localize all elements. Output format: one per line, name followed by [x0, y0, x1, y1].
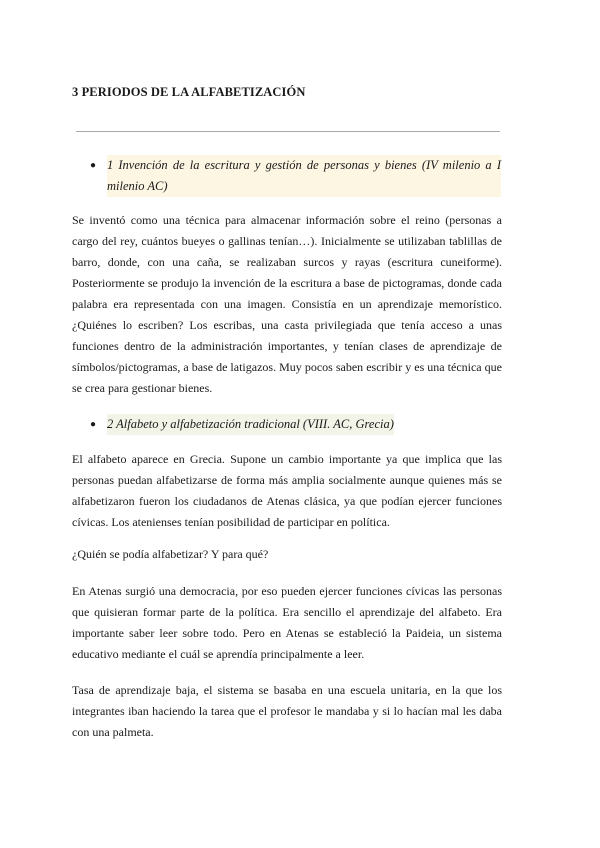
paragraph: ¿Quién se podía alfabetizar? Y para qué? [72, 547, 269, 561]
section-heading-text: 2 Alfabeto y alfabetización tradicional (VIII. AC, Grecia) [107, 414, 394, 435]
paragraph: Se inventó como una técnica para almacenar información sobre el reino (personas a cargo del rey, cuántos bueyes o gallinas tenían…). Inicialmente se utilizaban tablillas de barro, donde, con una caña, se realizaban surcos y rayas (escritura cuneiforme). Posteriormente se produjo la invención de la escritura a base de pictogramas, donde cada palabra era representada con una imagen. Consistía en un aprendizaje memorístico. ¿Quiénes lo escriben? Los escribas, una casta privilegiada que tenía acceso a unas funciones dentro de la administración importantes, y tenían clases de aprendizaje de símbolos/pictogramas, a base de latigazos. Muy pocos saben escribir y es una técnica que se crea para gestionar bienes. [72, 213, 502, 395]
section-heading-text: 1 Invención de la escritura y gestión de personas y bienes (IV milenio a I milenio AC) [107, 155, 501, 197]
paragraph: Tasa de aprendizaje baja, el sistema se basaba en una escuela unitaria, en la que los integrantes iban haciendo la tarea que el profesor le mandaba y si lo hacían mal les daba con una palmeta. [72, 683, 502, 739]
page-title: 3 PERIODOS DE LA ALFABETIZACIÓN [72, 85, 306, 99]
bullet-icon: ● [90, 160, 97, 171]
paragraph: En Atenas surgió una democracia, por eso pueden ejercer funciones cívicas las personas que quisieran formar parte de la política. Era sencillo el aprendizaje del alfabeto. Era importante saber leer sobre todo. Pero en Atenas se estableció la Paideia, un sistema educativo mediante el cuál se aprendía principalmente a leer. [72, 584, 502, 661]
bullet-icon: ● [90, 419, 97, 430]
paragraph: El alfabeto aparece en Grecia. Supone un cambio importante ya que implica que las personas puedan alfabetizarse de forma más amplia socialmente aunque quienes más se alfabetizaron fueron los ciudadanos de Atenas clásica, ya que podían ejercer funciones cívicas. Los atenienses tenían posibilidad de participar en política. [72, 452, 502, 529]
horizontal-divider [76, 131, 500, 132]
